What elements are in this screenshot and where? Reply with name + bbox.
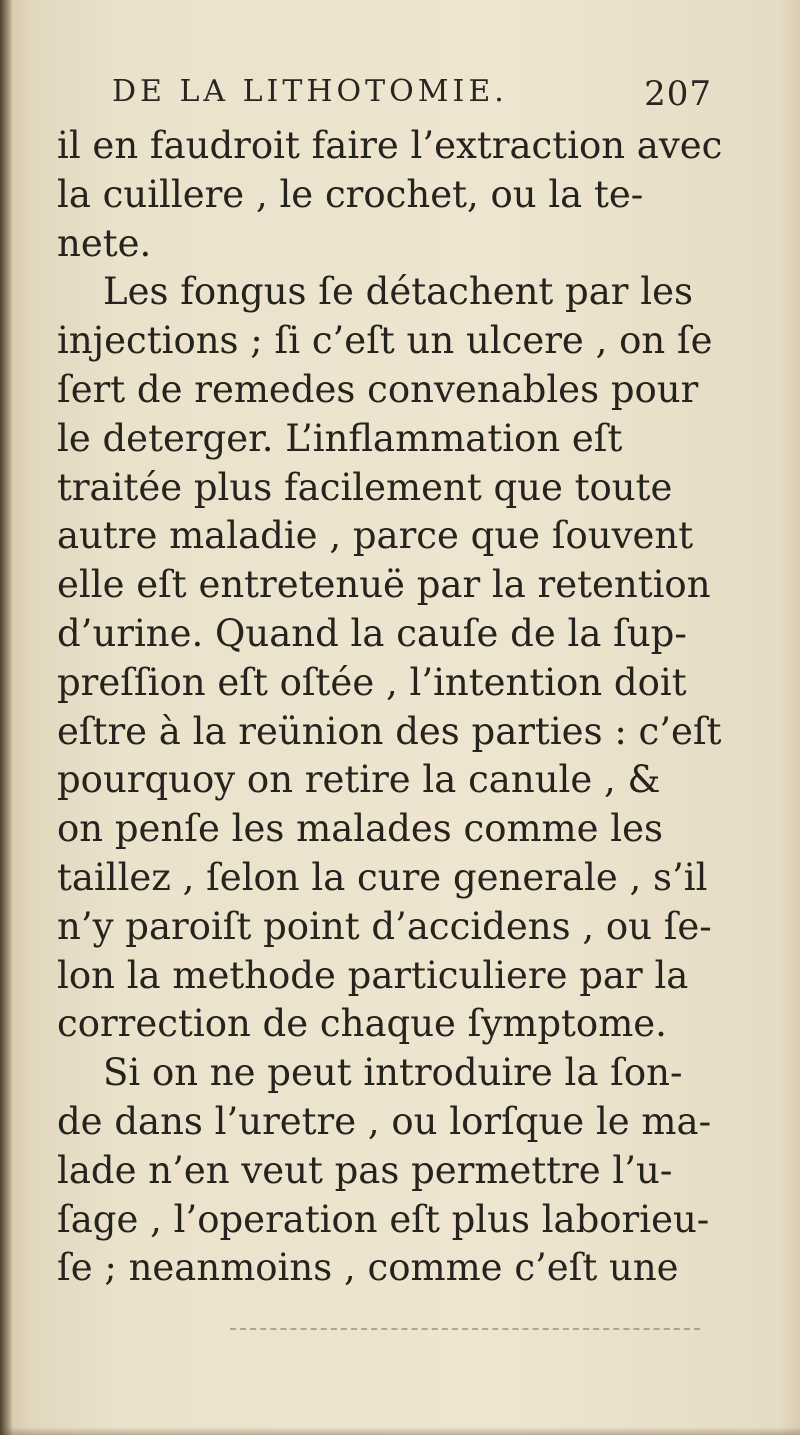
text-line: ſage , l’operation eſt plus laborieu- xyxy=(57,1197,710,1241)
body-text xyxy=(57,122,737,1293)
text-line: ſe ; neanmoins , comme c’eſt une xyxy=(57,1246,679,1290)
text-line: ſert de remedes convenables pour xyxy=(57,367,699,411)
text-line: taillez , ſelon la cure generale , s’il xyxy=(57,855,708,899)
text-line: il en faudroit faire l’extraction avec xyxy=(57,124,723,167)
text-line: autre maladie , parce que ſouvent xyxy=(57,514,694,558)
text-line: pourquoy on retire la canule , & xyxy=(57,758,661,802)
text-line: le deterger. L’inflammation eſt xyxy=(57,416,623,460)
text-line: on penſe les malades comme les xyxy=(57,807,664,851)
running-head xyxy=(112,70,712,120)
text-line: traitée plus facilement que toute xyxy=(57,465,673,509)
text-line: injections ; ſi c’eſt un ulcere , on ſe xyxy=(57,319,713,363)
text-line: nete. xyxy=(57,221,152,265)
paragraph-start-line: Si on ne peut introduire la ſon- xyxy=(103,1051,683,1095)
text-line: elle eſt entretenuë par la retention xyxy=(57,563,711,607)
text-line: correction de chaque ſymptome. xyxy=(57,1002,667,1046)
bleed-through-dashes xyxy=(230,1328,700,1334)
page-bottom-edge xyxy=(0,1427,800,1435)
text-line: lon la methode particuliere par la xyxy=(57,953,689,997)
text-line: n’y paroiſt point d’accidens , ou ſe- xyxy=(57,904,712,948)
page-number: 207 xyxy=(644,74,712,114)
text-line: preſſion eſt oſtée , l’intention doit xyxy=(57,660,687,704)
text-line: de dans l’uretre , ou lorſque le ma- xyxy=(57,1099,712,1143)
text-line: la cuillere , le crochet, ou la te- xyxy=(57,172,644,216)
book-spine-shadow xyxy=(0,0,12,1435)
text-line: lade n’en veut pas permettre l’u- xyxy=(57,1148,673,1192)
text-line: eſtre à la reünion des parties : c’eſt xyxy=(57,709,722,753)
text-line: d’urine. Quand la cauſe de la ſup- xyxy=(57,611,687,655)
paragraph-start-line: Les fongus ſe détachent par les xyxy=(103,270,693,314)
running-head-title: DE LA LITHOTOMIE. xyxy=(112,74,508,109)
